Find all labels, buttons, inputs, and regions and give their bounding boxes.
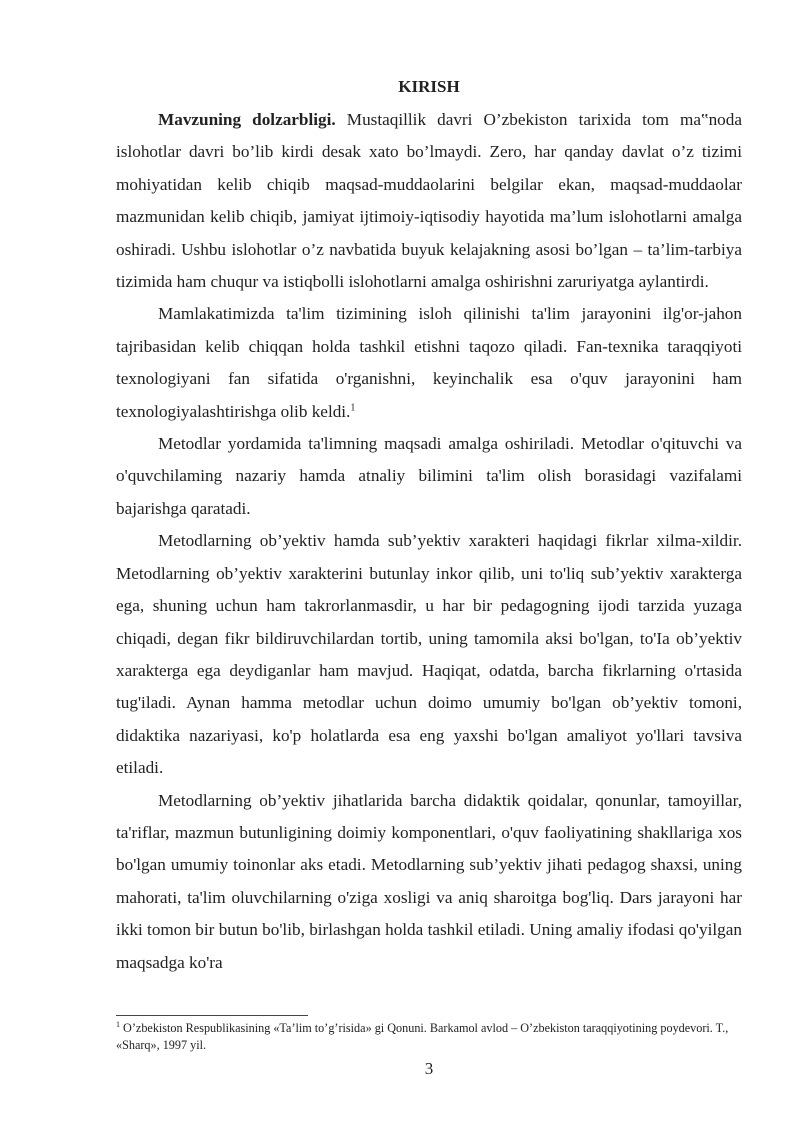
document-page [116,0,742,1131]
body-text [116,104,742,979]
paragraph-text: Mustaqillik davri O’zbekiston tarixida tom ma‟noda islohotlar davri bo’lib kirdi desak xato bo’lmaydi. Zero, har qanday davlat o’z tizimi mohiyatidan kelib chiqib maqsad-muddaolarini belgilar ekan, maqsad-muddaolar mazmunidan kelib chiqib, jamiyat ijtimoiy-iqtisodiy hayotida ma’lum islohotlarni amalga oshiradi. Ushbu islohotlar o’z navbatida buyuk kelajakning asosi bo’lgan – ta’lim-tarbiya tizimida ham chuqur va istiqbolli islohotlarni amalga oshirishni zaruriyatga aylantirdi. [116,110,742,292]
footnote-text: O’zbekiston Respublikasining «Ta’lim to’g’risida» gi Qonuni. Barkamol avlod – O’zbekiston taraqqiyotining poydevori. T., «Sharq», 1997 yil. [116,1021,729,1052]
section-title: KIRISH [398,77,460,96]
paragraph-education-reform [116,298,742,428]
footnote-marker: 1 [116,1019,120,1029]
paragraph-relevance [116,104,742,298]
footnote [116,1020,742,1054]
page-number: 3 [424,1059,434,1078]
paragraph-objective-aspects [116,785,742,979]
paragraph-text: Metodlarning ob’yektiv jihatlarida barcha didaktik qoidalar, qonunlar, tamoyillar, ta'riflar, mazmun butunligining doimiy komponentlari, o'quv faoliyatining shakllariga xos bo'lgan umumiy toinonlar aks etadi. Metodlarning sub’yektiv jihati pedagog shaxsi, uning mahorati, ta'lim oluvchilarning o'ziga xosligi va aniq sharoitga bog'liq. Dars jarayoni har ikki tomon bir butun bo'lib, birlashgan holda tashkil etiladi. Uning amaliy ifodasi qo'yilgan maqsadga ko'ra [116,790,742,972]
paragraph-methods [116,428,742,525]
paragraph-text: Metodlar yordamida ta'limning maqsadi amalga oshiriladi. Metodlar o'qituvchi va o'quvchilaming nazariy hamda atnaliy bilimini ta'lim olish borasidagi vazifalami bajarishga qaratadi. [116,434,742,518]
paragraph-text: Mamlakatimizda ta'lim tizimining isloh qilinishi ta'lim jarayonini ilg'or-jahon tajribasidan kelib chiqqan holda tashkil etishni taqozo qiladi. Fan-texnika taraqqiyoti texnologiyani fan sifatida o'rganishni, keyinchalik esa o'quv jarayonini ham texnologiyalashtirishga olib keldi. [116,304,742,421]
paragraph-methods-character [116,525,742,784]
paragraph-lead: Mavzuning dolzarbligi. [158,110,336,129]
paragraph-text: Metodlarning ob’yektiv hamda sub’yektiv xarakteri haqidagi fikrlar xilma-xildir. Metodlarning ob’yektiv xarakterini butunlay inkor qilib, uni to'liq sub’yektiv xarakterga ega, shuning uchun ham takrorlanmasdir, u har bir pedagogning ijodi tarzida yuzaga chiqadi, degan fikr bildiruvchilardan tortib, uning tamomila aksi bo'lgan, to'Ia ob’yektiv xarakterga ega deydiganlar ham mavjud. Haqiqat, odatda, barcha fikrlarning o'rtasida tug'iladi. Aynan hamma metodlar uchun doimo umumiy bo'lgan ob’yektiv tomoni, didaktika nazariyasi, ko'p holatlarda esa eng yaxshi bo'lgan amaliyot yo'llari tavsiva etiladi. [116,531,742,778]
footnote-divider [116,1015,308,1016]
footnote-reference[interactable]: 1 [350,401,356,413]
